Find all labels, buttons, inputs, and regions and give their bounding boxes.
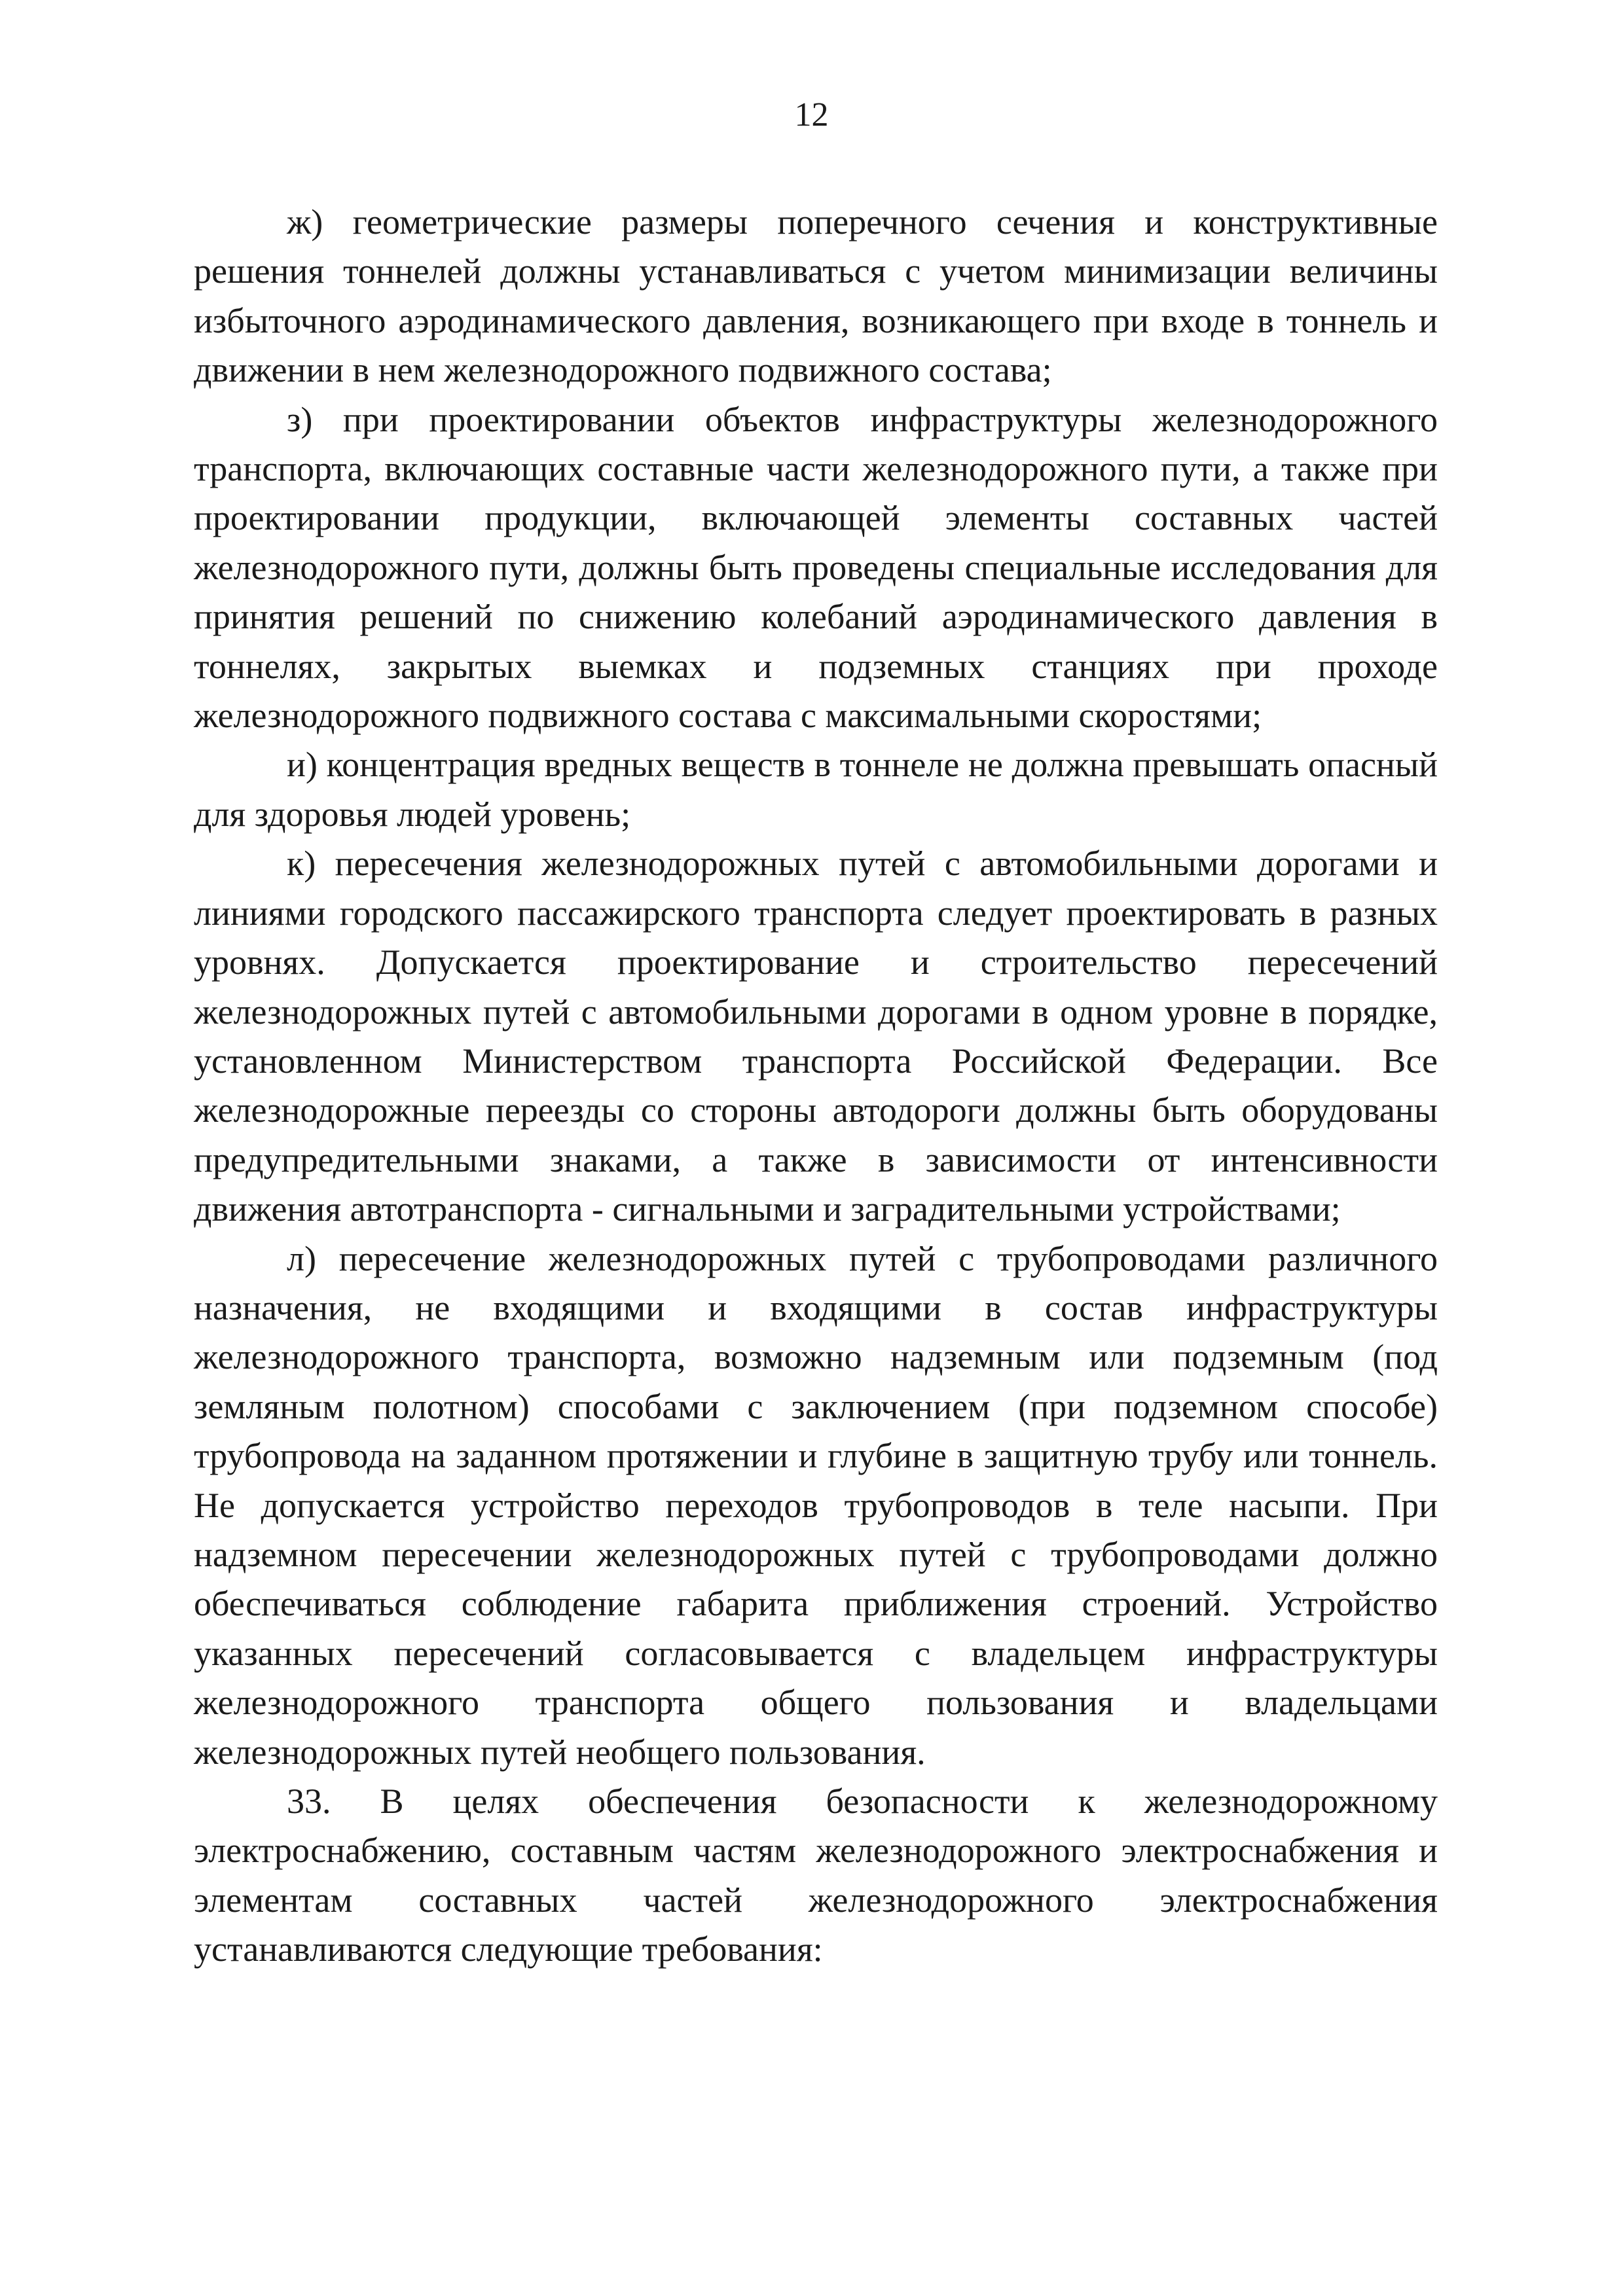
paragraph-l: л) пересечение железнодорожных путей с трубопроводами различного назначения, не входящими и входящими в состав инфраструктуры железнодорожного транспорта, возможно надземным или подземным (под земляным полотном) способами с заключением (при подземном способе) трубопровода на заданном протяжении и глубине в защитную трубу или тоннель. Не допускается устройство переходов трубопроводов в теле насыпи. При надземном пересечении железнодорожных путей с трубопроводами должно обеспечиваться соблюдение габарита приближения строений. Устройство указанных пересечений согласовывается с владельцем инфраструктуры железнодорожного транспорта общего пользования и владельцами железнодорожных путей необщего пользования. xyxy=(194,1238,1438,1772)
paragraph-z: з) при проектировании объектов инфраструктуры железнодорожного транспорта, включающих составные части железнодорожного пути, а также при проектировании продукции, включающей элементы составных частей железнодорожного пути, должны быть проведены специальные исследования для принятия решений по снижению колебаний аэродинамического давления в тоннелях, закрытых выемках и подземных станциях при проходе железнодорожного подвижного состава с максимальными скоростями; xyxy=(194,399,1438,736)
paragraph-33: 33. В целях обеспечения безопасности к железнодорожному электроснабжению, составным частям железнодорожного электроснабжения и элементам составных частей железнодорожного электроснабжения устанавливаются следующие требования: xyxy=(194,1782,1438,1969)
page-number: 12 xyxy=(794,96,829,134)
paragraph-k: к) пересечения железнодорожных путей с автомобильными дорогами и линиями городского пассажирского транспорта следует проектировать в разных уровнях. Допускается проектирование и строительство пересечений железнодорожных путей с автомобильными дорогами в одном уровне в порядке, установленном Министерством транспорта Российской Федерации. Все железнодорожные переезды со стороны автодороги должны быть оборудованы предупредительными знаками, а также в зависимости от интенсивности движения автотранспорта - сигнальными и заградительными устройствами; xyxy=(194,844,1438,1229)
paragraph-zh: ж) геометрические размеры поперечного сечения и конструктивные решения тоннелей должны устанавливаться с учетом минимизации величины избыточного аэродинамического давления, возникающего при входе в тоннель и движении в нем железнодорожного подвижного состава; xyxy=(194,202,1438,390)
paragraph-i: и) концентрация вредных веществ в тоннеле не должна превышать опасный для здоровья людей уровень; xyxy=(194,745,1438,834)
document-body xyxy=(194,198,1438,1975)
